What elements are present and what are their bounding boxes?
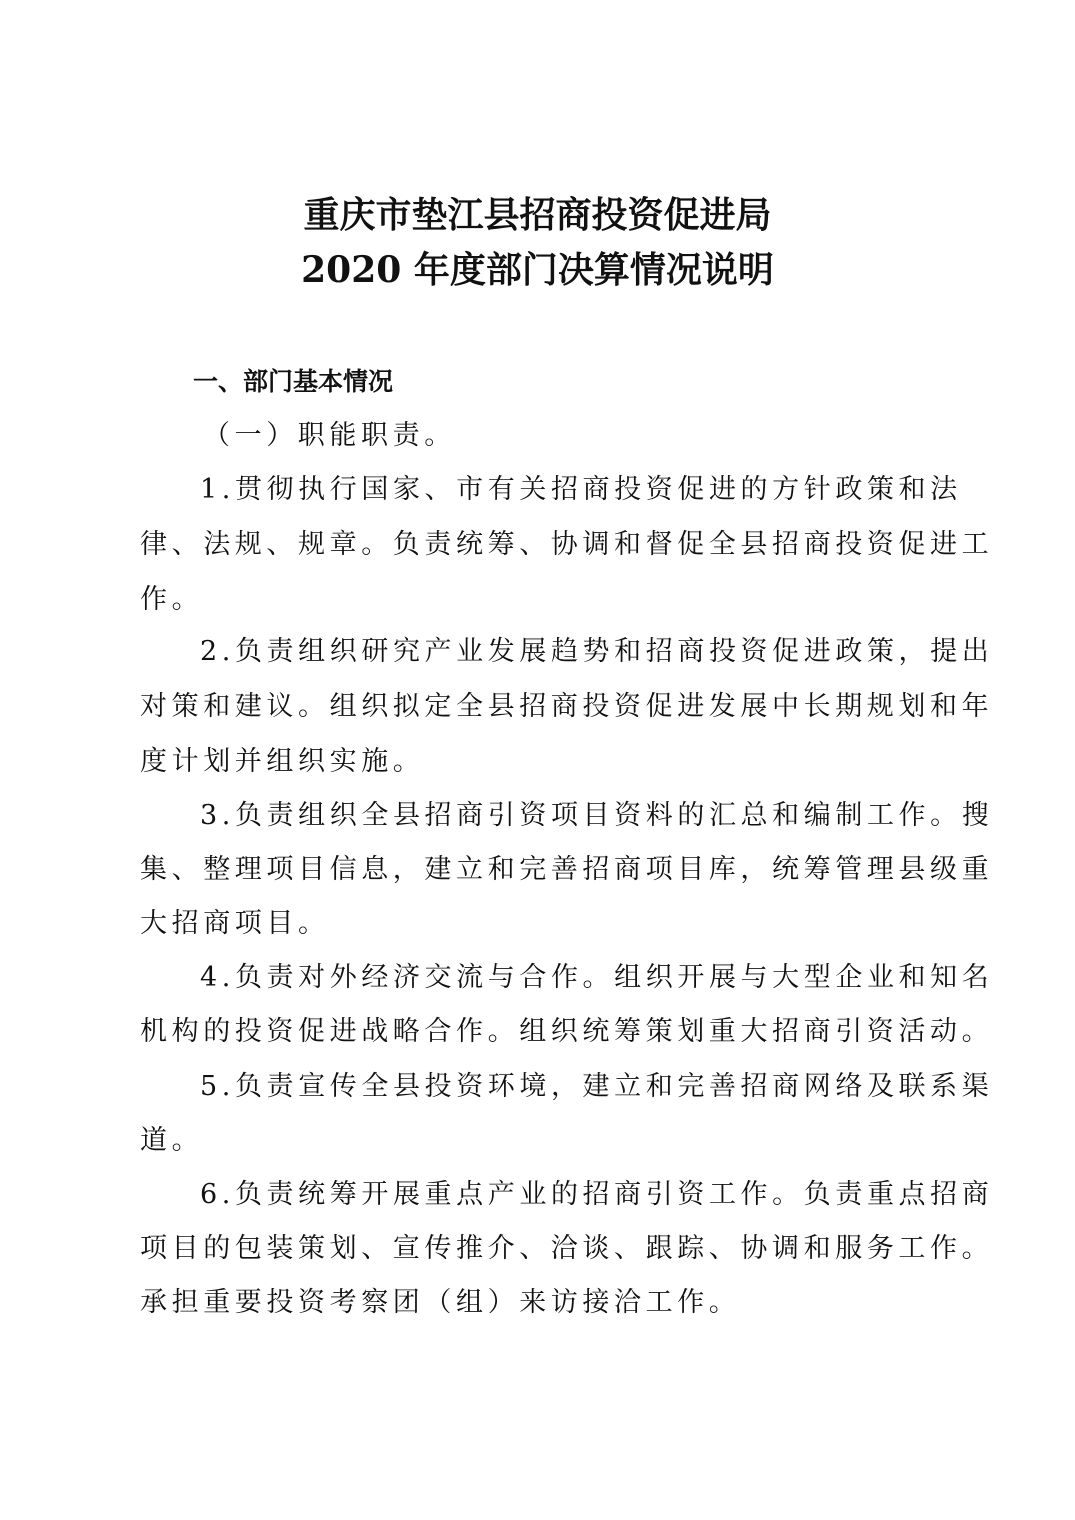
paragraph-4-line-1: 4.负责对外经济交流与合作。组织开展与大型企业和知名 [200, 962, 994, 993]
paragraph-2-line-1: 2.负责组织研究产业发展趋势和招商投资促进政策，提出 [200, 636, 994, 667]
paragraph-6-line-3: 承担重要投资考察团（组）来访接洽工作。 [140, 1287, 741, 1318]
document-title-line-1: 重庆市垫江县招商投资促进局 [303, 194, 772, 236]
paragraph-5-line-1: 5.负责宣传全县投资环境，建立和完善招商网络及联系渠 [200, 1071, 994, 1102]
paragraph-1-line-3: 作。 [140, 584, 204, 615]
paragraph-1-line-1: 1.贯彻执行国家、市有关招商投资促进的方针政策和法 [200, 474, 962, 505]
paragraph-1-line-2: 律、法规、规章。负责统筹、协调和督促全县招商投资促进工 [140, 529, 994, 560]
paragraph-3-line-1: 3.负责组织全县招商引资项目资料的汇总和编制工作。搜 [200, 800, 994, 831]
document-title-line-2: 2020 年度部门决算情况说明 [301, 249, 774, 291]
paragraph-2-line-3: 度计划并组织实施。 [140, 746, 425, 777]
paragraph-4-line-2: 机构的投资促进战略合作。组织统筹策划重大招商引资活动。 [140, 1016, 994, 1047]
subheading: （一）职能职责。 [203, 420, 456, 451]
paragraph-6-line-2: 项目的包装策划、宣传推介、洽谈、跟踪、协调和服务工作。 [140, 1233, 994, 1264]
paragraph-3-line-3: 大招商项目。 [140, 908, 330, 939]
section-heading: 一、部门基本情况 [193, 367, 394, 396]
paragraph-6-line-1: 6.负责统筹开展重点产业的招商引资工作。负责重点招商 [200, 1179, 994, 1210]
paragraph-5-line-2: 道。 [140, 1125, 204, 1156]
paragraph-2-line-2: 对策和建议。组织拟定全县招商投资促进发展中长期规划和年 [140, 691, 994, 722]
paragraph-3-line-2: 集、整理项目信息，建立和完善招商项目库，统筹管理县级重 [140, 854, 994, 885]
